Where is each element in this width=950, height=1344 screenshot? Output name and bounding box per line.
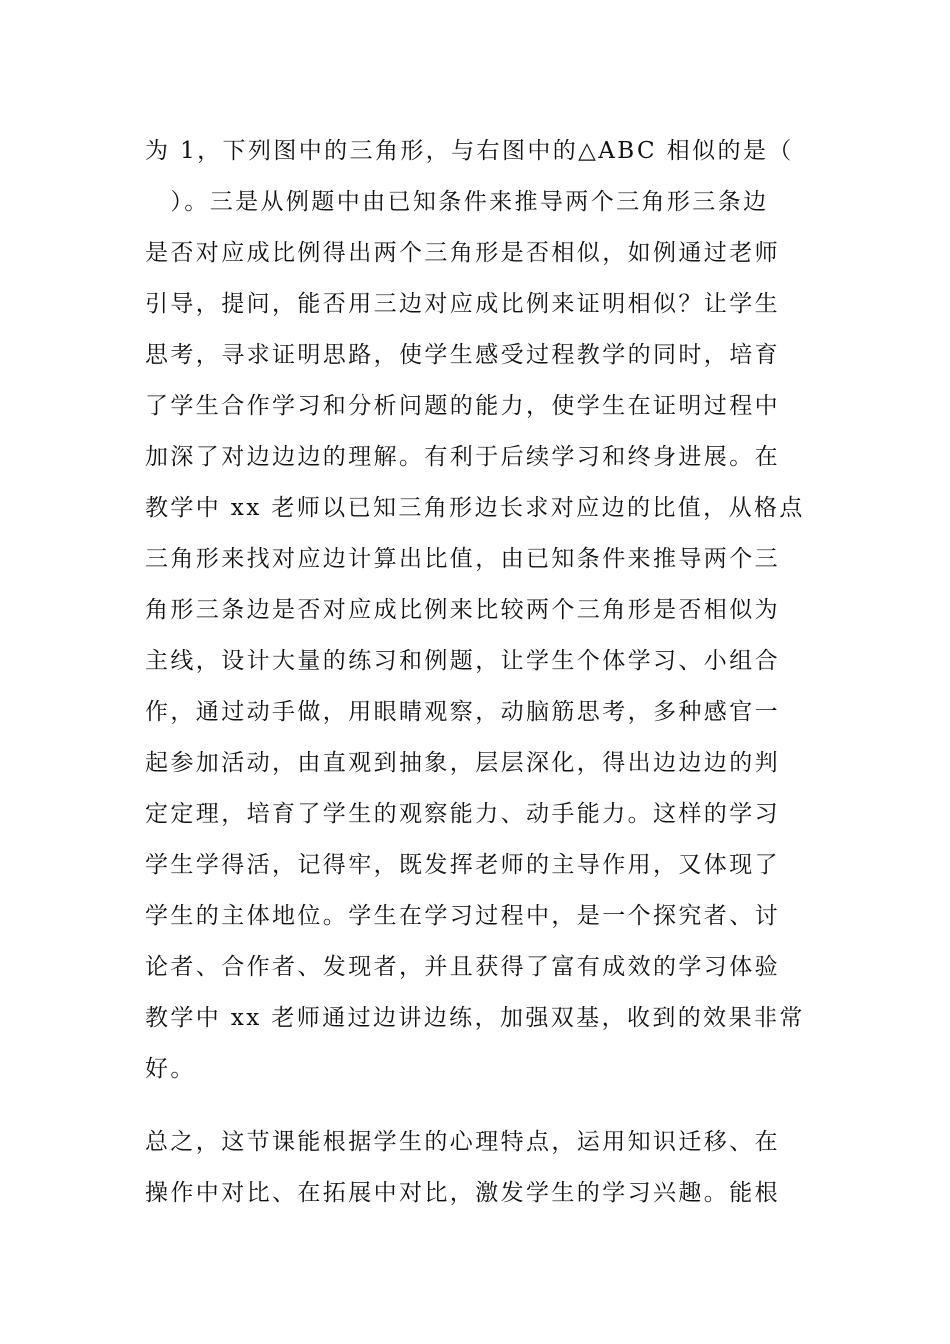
text-line: 加深了对边边边的理解。有利于后续学习和终身进展。在 [145,444,780,470]
text-line: 是否对应成比例得出两个三角形是否相似，如例通过老师 [145,240,780,266]
text-line: 三角形来找对应边计算出比值，由已知条件来推导两个三 [145,546,780,572]
text-line: 学生的主体地位。学生在学习过程中，是一个探究者、讨 [145,903,780,929]
text-line: 引导，提问，能否用三边对应成比例来证明相似？让学生 [145,291,780,317]
text-line: 学生学得活，记得牢，既发挥老师的主导作用，又体现了 [145,852,780,878]
text-line: 作，通过动手做，用眼睛观察，动脑筋思考，多种感官一 [145,699,780,725]
text-line: ）。三是从例题中由已知条件来推导两个三角形三条边 [145,189,769,215]
text-line: 了学生合作学习和分析问题的能力，使学生在证明过程中 [145,393,780,419]
text-line: 教学中 xx 老师通过边讲边练，加强双基，收到的效果非常 [145,1005,805,1031]
paragraph-2 [145,1117,810,1219]
text-line: 定定理，培育了学生的观察能力、动手能力。这样的学习 [145,801,780,827]
text-line: 主线，设计大量的练习和例题，让学生个体学习、小组合 [145,648,780,674]
text-line: 角形三条边是否对应成比例来比较两个三角形是否相似为 [145,597,780,623]
text-line: 好。 [145,1056,196,1082]
text-line: 总之，这节课能根据学生的心理特点，运用知识迁移、在 [145,1129,780,1155]
text-line: 操作中对比、在拓展中对比，激发学生的学习兴趣。能根 [145,1180,780,1206]
text-line: 教学中 xx 老师以已知三角形边长求对应边的比值，从格点 [145,495,805,521]
text-line: 起参加活动，由直观到抽象，层层深化，得出边边边的判 [145,750,780,776]
text-line: 为 1，下列图中的三角形，与右图中的△ABC 相似的是（ [145,138,794,164]
text-line: 论者、合作者、发现者，并且获得了富有成效的学习体验 [145,954,780,980]
paragraph-1 [145,126,810,1095]
text-line: 思考，寻求证明思路，使学生感受过程教学的同时，培育 [145,342,780,368]
